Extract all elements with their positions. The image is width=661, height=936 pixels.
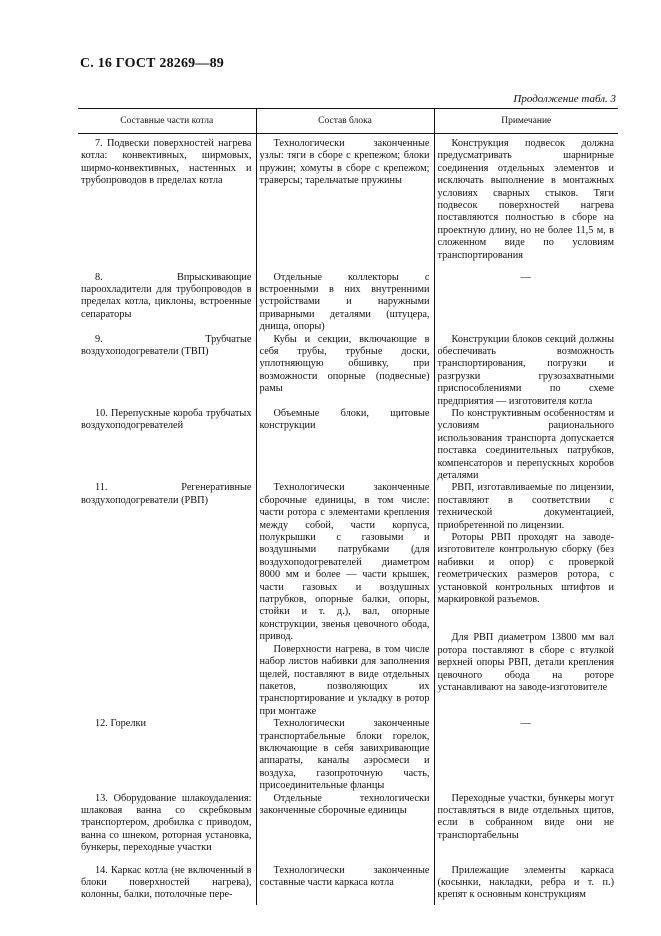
cell-composition: Отдельные технологически законченные сборочные единицы [256, 793, 434, 865]
note-paragraph: РВП, изготавливаемые по лицензии, поставляют в соответствии с технической документацией, приобретенной по лицензии. [437, 482, 614, 531]
cell-composition: Технологически законченные составные части каркаса котла [256, 865, 434, 905]
table-row [78, 334, 618, 408]
cell-note [434, 865, 618, 905]
cell-note: — [434, 718, 618, 792]
cell-composition: Кубы и секции, включающие в себя трубы, трубные доски, уплотняющую обшивку, при возможности опорные (подвесные) рамы [256, 334, 434, 408]
cell-part: 9. Трубчатые воздухоподогреватели (ТВП) [81, 333, 252, 357]
cell-part: 11. Регенеративные воздухоподогреватели (РВП) [81, 482, 252, 506]
column-header-parts: Составные части котла [78, 109, 256, 134]
cell-note [434, 482, 618, 718]
page-title: С. 16 ГОСТ 28269—89 [80, 56, 224, 71]
table-row [78, 865, 618, 905]
composition-paragraph: Поверхности нагрева, в том числе набор листов набивки для заполнения щелей, поставляют в виде отдельных пакетов, позволяющих их транспортирование и укладку в ротор при монтаже [259, 643, 430, 717]
cell-part: 7. Подвески поверхностей нагрева котла: конвективных, ширмовых, ширмо-конвективных, настенных и трубопроводов в пределах котла [81, 138, 252, 187]
composition-paragraph: Технологически законченные сборочные единицы, в том числе: части ротора с элементами крепления между собой, части корпуса, полукрышки с газовыми и воздушными патрубками (для воздухоподогревателей диаметром 8000 мм и более — части крышек, части газовых и воздушных патрубков, опорные балки, опоры, стойки и т. д.), вал, опорные конструкции, звенья цевочного обода, привод. [259, 482, 430, 643]
note-paragraph: Для РВП диаметром 13800 мм вал ротора поставляют в сборе с втулкой верхней опоры РВП, детали крепления цевочного обода на роторе устанавливают на заводе-изготовителе [437, 632, 614, 694]
cell-composition [256, 482, 434, 718]
table-row [78, 134, 618, 272]
table-header-row [78, 109, 618, 134]
cell-part: 12. Горелки [95, 718, 147, 730]
column-header-note: Примечание [434, 109, 618, 134]
cell-composition: Отдельные коллекторы с встроенными в них внутренними устройствами и наружными приварными деталями (штуцера, днища, опоры) [256, 272, 434, 334]
cell-composition: Технологически законченные узлы: тяги в сборе с крепежом; блоки пружин; хомуты в сборе с крепежом; траверсы; тарельчатые пружины [256, 134, 434, 272]
cell-composition: Объемные блоки, щитовые конструкции [256, 408, 434, 482]
cell-note: — [434, 272, 618, 334]
note-paragraph: Роторы РВП проходят на заводе-изготовителе контрольную сборку (без набивки и опор) с проверкой геометрических размеров ротора, с установкой контрольных штифтов и маркировкой разъемов. [437, 532, 614, 606]
column-header-composition: Состав блока [256, 109, 434, 134]
cell-note [434, 408, 618, 482]
table-row [78, 272, 618, 334]
table-row [78, 718, 618, 792]
cell-composition: Технологически законченные транспортабельные блоки горелок, включающие в себя завихривающие аппараты, каналы аэросмеси и воздуха, газопроточную часть, присоединительные фланцы [256, 718, 434, 792]
table-continuation-caption: Продолжение табл. 3 [513, 93, 616, 105]
cell-part: 13. Оборудование шлакоудаления: шлаковая ванна со скребковым транспортером, дробилка с приводом, ванна со шнеком, роторная установка, бункеры, переходные участки [81, 792, 252, 854]
cell-part: 14. Каркас котла (не включенный в блоки поверхностей нагрева), колонны, балки, потолочные пере- [81, 864, 252, 901]
note-paragraph: По конструктивным особенностям и условиям рационального использования транспорта допускается поставка соединительных патрубков, компенсаторов и перепускных коробов деталями [437, 407, 614, 481]
table-row [78, 408, 618, 482]
note-paragraph: Конструкции блоков секций должны обеспечивать возможность транспортирования, погрузки и разгрузки грузозахватными приспособлениями по схеме предприятия — изготовителя котла [437, 333, 614, 407]
cell-part: 8. Впрыскивающие пароохладители для трубопроводов в пределах котла, циклоны, встроенные сепараторы [81, 271, 252, 320]
note-paragraph: Переходные участки, бункеры могут поставляться в виде отдельных щитов, если в собранном виде они не транспортабельны [437, 792, 614, 841]
components-table [78, 108, 618, 905]
cell-note [434, 793, 618, 865]
note-paragraph: Прилежащие элементы каркаса (косынки, накладки, ребра и т. п.) крепят к основным конструкциям [437, 864, 614, 901]
cell-part: 10. Перепускные короба трубчатых воздухоподогревателей [81, 407, 252, 432]
cell-note [434, 134, 618, 272]
cell-note [434, 334, 618, 408]
table-row [78, 793, 618, 865]
note-paragraph: Конструкция подвесок должна предусматривать шарнирные соединения отдельных элементов и исключать выполнение в монтажных условиях сварных стыков. Тяги подвесок поверхностей нагрева поставляются полностью в сборе на проектную длину, но не более 11,5 м, в сложенном виде по условиям транспортирования [437, 138, 614, 261]
table-row [78, 482, 618, 718]
